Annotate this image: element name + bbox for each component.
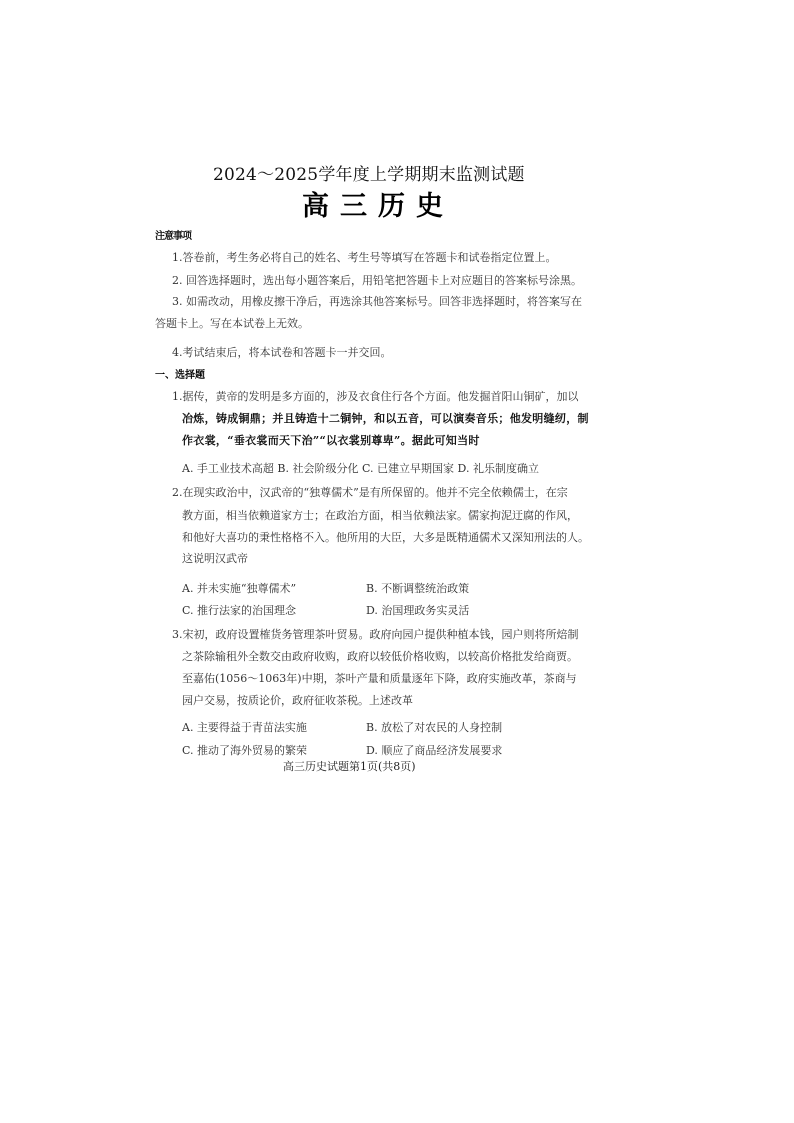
- question-3-option-c: C. 推动了海外贸易的繁荣: [182, 744, 308, 757]
- question-3-option-d: D. 顺应了商品经济发展要求: [366, 744, 503, 757]
- question-1-options: A. 手工业技术高超 B. 社会阶级分化 C. 已建立早期国家 D. 礼乐制度确立: [182, 462, 539, 475]
- question-2-option-d: D. 治国理政务实灵活: [366, 604, 470, 617]
- notice-item: 2. 回答选择题时，选出每小题答案后，用铅笔把答题卡上对应题目的答案标号涂黑。: [172, 274, 582, 287]
- question-2-option-a: A. 并未实施“独尊儒术”: [182, 582, 297, 595]
- question-2-line: 2.在现实政治中，汉武帝的“独尊儒术”是有所保留的。他并不完全依赖儒士，在宗: [172, 486, 568, 499]
- question-1-line: 1.据传，黄帝的发明是多方面的，涉及衣食住行各个方面。他发掘首阳山铜矿，加以: [172, 390, 579, 403]
- question-1-line: 作衣裳，“垂衣裳而天下治”“以衣裳别尊卑”。据此可知当时: [182, 434, 480, 447]
- question-2-line: 这说明汉武帝: [182, 552, 248, 565]
- notice-heading: 注意事项: [155, 231, 191, 242]
- question-2-option-c: C. 推行法家的治国理念: [182, 604, 297, 617]
- question-2-option-b: B. 不断调整统治政策: [366, 582, 470, 595]
- notice-item: 答题卡上。写在本试卷上无效。: [155, 317, 309, 330]
- section-heading: 一、选择题: [155, 370, 205, 381]
- exam-title: 2024～2025学年度上学期期末监测试题: [213, 165, 525, 185]
- notice-item: 3. 如需改动，用橡皮擦干净后，再选涂其他答案标号。回答非选择题时，将答案写在: [172, 295, 582, 308]
- question-2-line: 教方面，相当依赖道家方士；在政治方面，相当依赖法家。儒家拘泥迂腐的作风，: [182, 509, 578, 522]
- subject-title: 高三历史: [302, 191, 454, 222]
- notice-item: 4.考试结束后，将本试卷和答题卡一并交回。: [172, 346, 392, 359]
- question-3-option-b: B. 放松了对农民的人身控制: [366, 721, 503, 734]
- notice-item: 1.答卷前，考生务必将自己的姓名、考生号等填写在答题卡和试卷指定位置上。: [172, 251, 557, 264]
- question-1-line: 冶炼，铸成铜鼎；并且铸造十二铜钟，和以五音，可以演奏音乐；他发明缝纫，制: [182, 412, 589, 425]
- question-2-line: 和他好大喜功的秉性格格不入。他所用的大臣，大多是既精通儒术又深知刑法的人。: [182, 531, 589, 544]
- question-3-line: 之茶除输租外全数交由政府收购，政府以较低价格收购，以较高价格批发给商贾。: [182, 650, 578, 663]
- question-3-option-a: A. 主要得益于青苗法实施: [182, 721, 307, 734]
- page-footer: 高三历史试题第1页(共8页): [283, 760, 416, 773]
- question-3-line: 3.宋初，政府设置榷货务管理茶叶贸易。政府向园户提供种植本钱，园户则将所焙制: [172, 628, 579, 641]
- question-3-line: 园户交易，按质论价，政府征收茶税。上述改革: [182, 694, 413, 707]
- question-3-line: 至嘉佑(1056～1063年)中期，茶叶产量和质量逐年下降，政府实施改革，茶商与: [182, 672, 577, 685]
